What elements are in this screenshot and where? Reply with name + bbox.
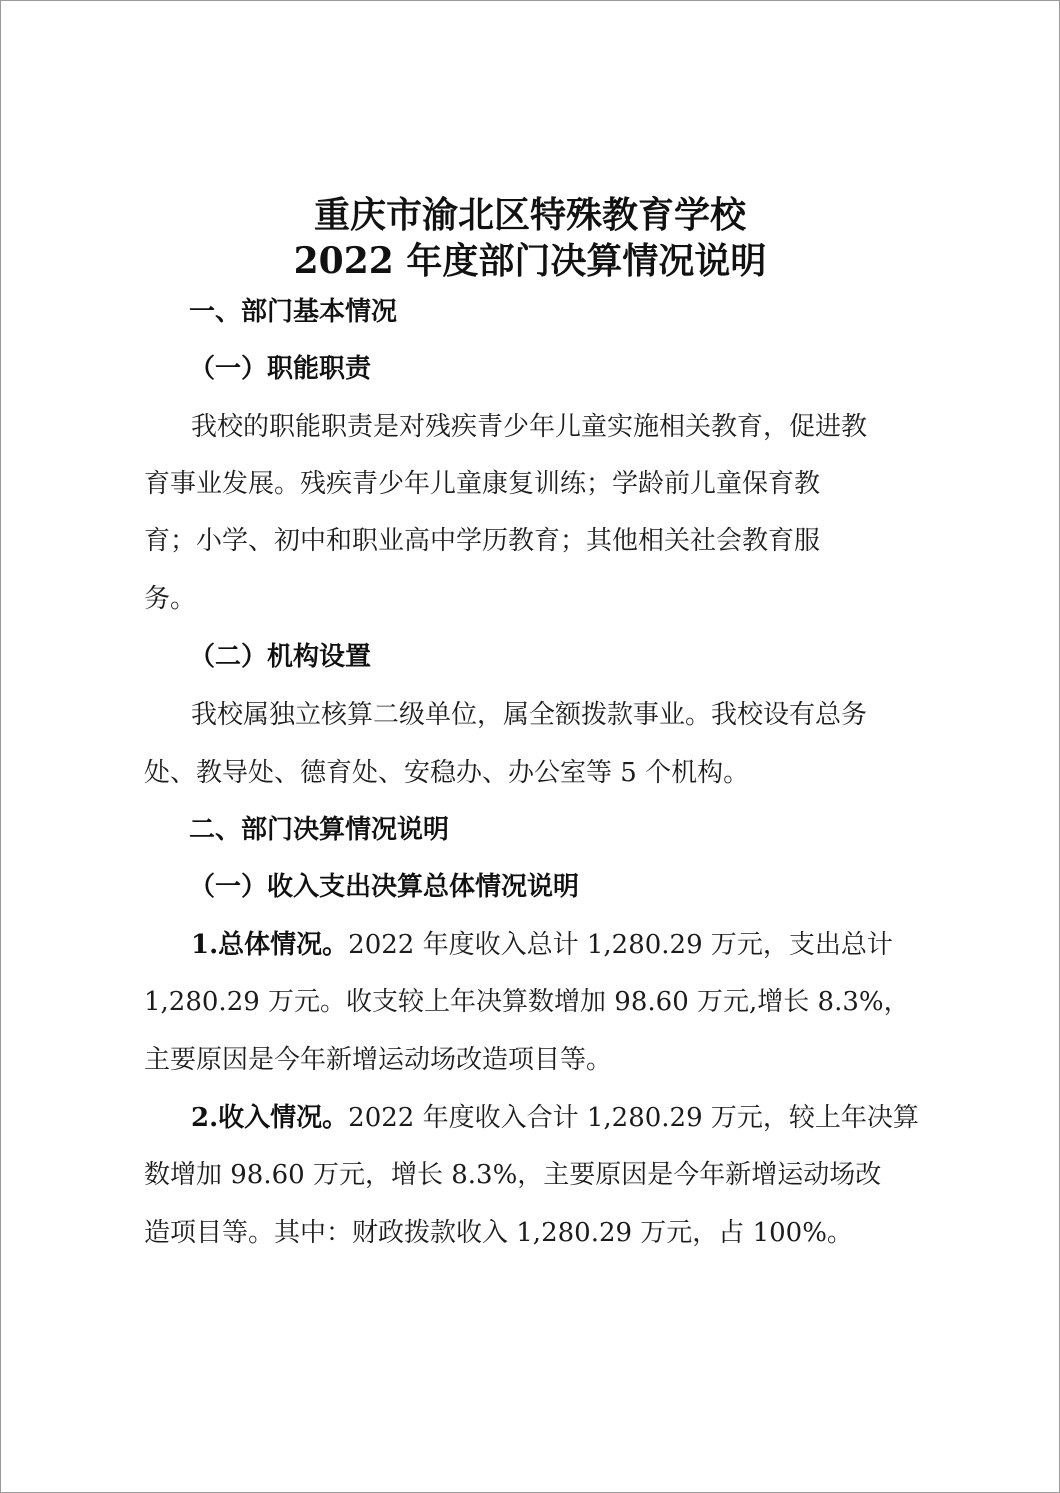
paragraph-line: 数增加 98.60 万元，增长 8.3%，主要原因是今年新增运动场改 <box>144 1160 882 1190</box>
paragraph-line: 主要原因是今年新增运动场改造项目等。 <box>144 1045 613 1075</box>
section-heading-basic-info: 一、部门基本情况 <box>189 297 398 327</box>
paragraph-line: 育；小学、初中和职业高中学历教育；其他相关社会教育服 <box>144 526 821 556</box>
subsection-heading-overall: （一）收入支出决算总体情况说明 <box>189 872 580 902</box>
document-title: 重庆市渝北区特殊教育学校 <box>313 194 746 236</box>
paragraph-line: 我校的职能职责是对残疾青少年儿童实施相关教育，促进教 <box>191 412 868 442</box>
paragraph-line: 育事业发展。残疾青少年儿童康复训练；学龄前儿童保育教 <box>144 469 821 499</box>
paragraph-line: 1,280.29 万元。收支较上年决算数增加 98.60 万元,增长 8.3%， <box>144 987 910 1017</box>
item-lead-income: 2.收入情况。 <box>191 1103 349 1133</box>
paragraph-line-income <box>191 1100 919 1136</box>
paragraph-line: 务。 <box>144 584 197 614</box>
subsection-heading-structure: （二）机构设置 <box>189 642 372 672</box>
paragraph-line: 我校属独立核算二级单位，属全额拨款事业。我校设有总务 <box>191 700 868 730</box>
item-text: 2022 年度收入合计 1,280.29 万元，较上年决算 <box>348 1103 919 1133</box>
subsection-heading-duties: （一）职能职责 <box>189 354 372 384</box>
document-subtitle: 2022 年度部门决算情况说明 <box>293 240 767 282</box>
item-lead-overall: 1.总体情况。 <box>191 930 349 960</box>
paragraph-line: 处、教导处、德育处、安稳办、办公室等 5 个机构。 <box>144 758 750 788</box>
item-text: 2022 年度收入总计 1,280.29 万元，支出总计 <box>348 930 893 960</box>
paragraph-line-overall <box>191 927 893 963</box>
section-heading-final-accounts: 二、部门决算情况说明 <box>189 815 450 845</box>
paragraph-line: 造项目等。其中：财政拨款收入 1,280.29 万元，占 100%。 <box>144 1218 853 1248</box>
